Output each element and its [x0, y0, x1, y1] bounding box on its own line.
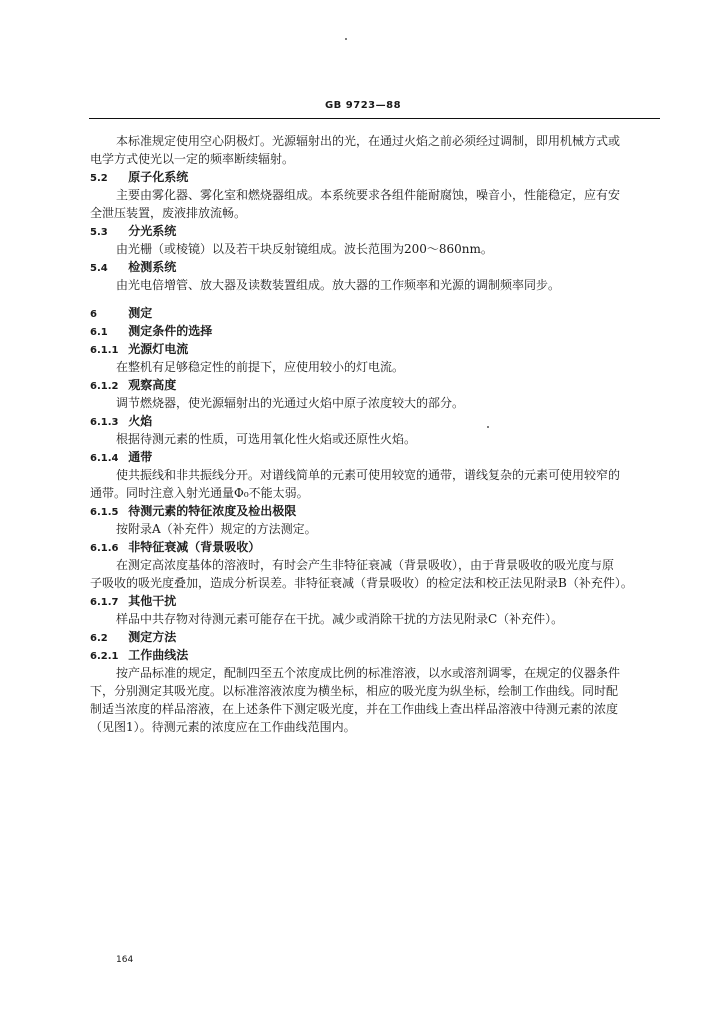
paragraph-line: 子吸收的吸光度叠加，造成分析误差。非特征衰减（背景吸收）的检定法和校正法见附录B（补充件）。 [90, 576, 633, 590]
paragraph-line: 按产品标准的规定，配制四至五个浓度成比例的标准溶液，以水或溶剂调零，在规定的仪器条件 [116, 666, 621, 680]
section-heading-6-2-1 [90, 646, 662, 664]
section-number: 6.2.1 [90, 651, 119, 662]
paragraph-line: 本标准规定使用空心阴极灯。光源辐射出的光，在通过火焰之前必须经过调制，即用机械方式或 [116, 134, 621, 148]
paragraph-line: 下，分别测定其吸光度。以标准溶液浓度为横坐标，相应的吸光度为纵坐标，绘制工作曲线。同时配 [90, 684, 619, 698]
paragraph-line: 通带。同时注意入射光通量Φ₀不能太弱。 [90, 486, 309, 500]
section-number: 6.1.1 [90, 345, 119, 356]
section-title: 测定 [128, 306, 153, 320]
section-title: 待测元素的特征浓度及检出极限 [128, 504, 297, 518]
section-title: 测定方法 [128, 630, 177, 644]
section-heading-6 [90, 304, 662, 322]
section-heading-6-2 [90, 628, 662, 646]
paragraph-line: 主要由雾化器、雾化室和燃烧器组成。本系统要求各组件能耐腐蚀，噪音小，性能稳定，应有安 [116, 188, 621, 202]
paragraph-line: 在测定高浓度基体的溶液时，有时会产生非特征衰减（背景吸收），由于背景吸收的吸光度与原 [116, 558, 615, 572]
section-heading-6-1-1 [90, 340, 662, 358]
section-title: 测定条件的选择 [128, 324, 213, 338]
section-heading-6-1 [90, 322, 662, 340]
section-title: 光源灯电流 [128, 342, 189, 356]
standard-number-header: GB 9723—88 [324, 100, 402, 111]
paragraph-line: 由光电倍增管、放大器及读数装置组成。放大器的工作频率和光源的调制频率同步。 [116, 278, 561, 292]
section-heading-5-3 [90, 222, 662, 240]
scan-speck [487, 426, 489, 428]
section-heading-6-1-7 [90, 592, 662, 610]
section-title: 观察高度 [128, 378, 177, 392]
section-number: 6.1.6 [90, 543, 119, 554]
spacer [90, 294, 662, 304]
paragraph-line: 制适当浓度的样品溶液，在上述条件下测定吸光度，并在工作曲线上查出样品溶液中待测元素的浓度 [90, 702, 619, 716]
section-number: 6.1.4 [90, 453, 119, 464]
section-heading-6-1-2 [90, 376, 662, 394]
scan-speck [345, 38, 347, 40]
section-number: 6.1.2 [90, 381, 119, 392]
paragraph-line: 按附录A（补充件）规定的方法测定。 [116, 522, 317, 536]
paragraph-line: 由光栅（或棱镜）以及若干块反射镜组成。波长范围为200～860nm。 [116, 242, 493, 256]
paragraph-line: 在整机有足够稳定性的前提下，应使用较小的灯电流。 [116, 360, 405, 374]
section-number: 6.1.7 [90, 597, 119, 608]
paragraph-line: 电学方式使光以一定的频率断续辐射。 [90, 152, 295, 166]
section-number: 6.2 [90, 633, 108, 644]
section-title: 其他干扰 [128, 594, 177, 608]
section-title: 分光系统 [128, 224, 177, 238]
section-heading-5-2 [90, 168, 662, 186]
section-title: 非特征衰减（背景吸收） [128, 540, 261, 554]
section-number: 5.4 [90, 263, 108, 274]
section-number: 6.1.5 [90, 507, 119, 518]
section-heading-6-1-6 [90, 538, 662, 556]
section-heading-6-1-4 [90, 448, 662, 466]
section-title: 原子化系统 [128, 170, 189, 184]
section-title: 火焰 [128, 414, 153, 428]
paragraph-line: 全泄压装置，废液排放流畅。 [90, 206, 247, 220]
header-rule [89, 118, 660, 119]
page-number: 164 [116, 955, 134, 965]
document-body [90, 132, 662, 736]
paragraph-line: 使共振线和非共振线分开。对谱线简单的元素可使用较宽的通带，谱线复杂的元素可使用较窄的 [116, 468, 621, 482]
section-number: 5.3 [90, 227, 108, 238]
paragraph-line: 根据待测元素的性质，可选用氧化性火焰或还原性火焰。 [116, 432, 417, 446]
section-heading-6-1-3 [90, 412, 662, 430]
section-heading-6-1-5 [90, 502, 662, 520]
section-title: 工作曲线法 [128, 648, 189, 662]
section-title: 检测系统 [128, 260, 177, 274]
paragraph-line: （见图1）。待测元素的浓度应在工作曲线范围内。 [90, 720, 356, 734]
paragraph-line: 调节燃烧器，使光源辐射出的光通过火焰中原子浓度较大的部分。 [116, 396, 465, 410]
section-number: 6.1 [90, 327, 108, 338]
section-number: 6.1.3 [90, 417, 119, 428]
section-heading-5-4 [90, 258, 662, 276]
paragraph-line: 样品中共存物对待测元素可能存在干扰。减少或消除干扰的方法见附录C（补充件）。 [116, 612, 564, 626]
section-title: 通带 [128, 450, 153, 464]
section-number: 6 [90, 309, 97, 320]
section-number: 5.2 [90, 173, 108, 184]
